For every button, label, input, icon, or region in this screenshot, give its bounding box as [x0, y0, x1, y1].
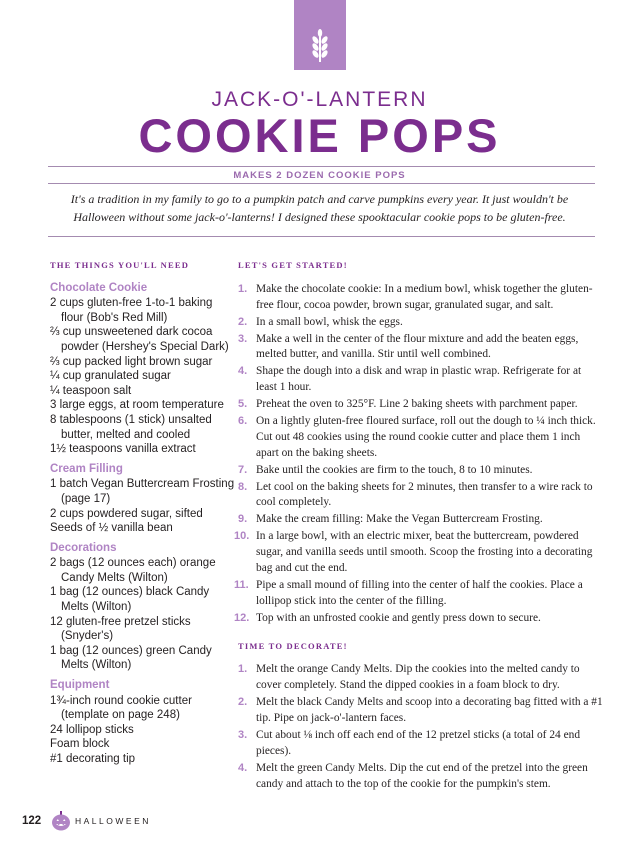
step-text: Cut about ⅛ inch off each end of the 12 pretzel sticks (a total of 24 end pieces). — [256, 728, 581, 757]
ingredient-item: 2 bags (12 ounces each) orange Candy Melts (Wilton) — [50, 557, 216, 584]
decorate-list — [238, 662, 603, 792]
step-item — [238, 480, 603, 512]
recipe-yield: MAKES 2 DOZEN COOKIE POPS — [233, 170, 406, 181]
step-number: 5. — [238, 398, 248, 411]
step-item — [234, 578, 603, 610]
ingredient-item: ⅔ cup unsweetened dark cocoa powder (Hershey's Special Dark) — [50, 326, 229, 353]
step-item — [234, 529, 603, 576]
step-text: Let cool on the baking sheets for 2 minutes, then transfer to a wire rack to cool completely. — [256, 480, 593, 509]
step-number: 12. — [234, 611, 250, 624]
step-text: Preheat the oven to 325°F. Line 2 baking sheets with parchment paper. — [256, 398, 578, 411]
ingredient-group-title: Decorations — [50, 541, 117, 554]
decorate-heading: TIME TO DECORATE! — [238, 640, 348, 651]
step-number: 4. — [238, 761, 248, 774]
step-text: Pipe a small mound of filling into the center of half the cookies. Place a lollipop stick into the center of the filling. — [256, 579, 583, 607]
step-number: 4. — [238, 365, 248, 378]
ingredient-item: 1 batch Vegan Buttercream Frosting (page 17) — [50, 478, 235, 505]
step-number: 6. — [238, 415, 248, 428]
step-number: 11. — [234, 579, 249, 592]
wheat-icon — [307, 28, 333, 64]
divider-yield — [48, 183, 595, 184]
ingredient-item: 24 lollipop sticks — [50, 723, 134, 736]
ingredient-group-title: Equipment — [50, 679, 110, 692]
ingredient-item: Foam block — [50, 738, 110, 751]
step-number: 2. — [238, 696, 248, 709]
decorate-step-item — [238, 728, 603, 760]
step-number: 9. — [238, 513, 248, 526]
step-number: 2. — [238, 315, 248, 328]
ingredient-item: 12 gluten-free pretzel sticks (Snyder's) — [50, 615, 191, 643]
step-text: In a large bowl, with an electric mixer, beat the buttercream, powdered sugar, and vanilla seeds until smooth. Scoop the frosting into a decorating bag and cut the end. — [256, 530, 593, 575]
step-number: 1. — [238, 663, 248, 676]
step-number: 3. — [238, 728, 248, 741]
ingredient-groups — [50, 281, 235, 767]
step-text: Top with an unfrosted cookie and gently press down to secure. — [256, 611, 541, 624]
ingredient-item: ¼ cup granulated sugar — [50, 370, 171, 383]
step-item — [238, 282, 603, 314]
divider-top — [48, 166, 595, 167]
step-text: In a small bowl, whisk the eggs. — [256, 315, 403, 328]
ingredient-item: Seeds of ½ vanilla bean — [50, 522, 173, 535]
recipe-supertitle: JACK-O'-LANTERN — [211, 88, 428, 111]
step-text: Melt the green Candy Melts. Dip the cut end of the pretzel into the green candy and attach to the top of the cookie for the pumpkin's stem. — [256, 761, 588, 790]
divider-intro — [48, 236, 595, 237]
step-text: Make the cream filling: Make the Vegan Buttercream Frosting. — [256, 513, 543, 526]
ingredients-column — [50, 258, 235, 767]
ingredient-item: 2 cups gluten-free 1-to-1 baking flour (Bob's Red Mill) — [50, 297, 213, 324]
ingredient-item: 1 bag (12 ounces) black Candy Melts (Wilton) — [50, 586, 210, 614]
step-text: Shape the dough into a disk and wrap in plastic wrap. Refrigerate for at least 1 hour. — [256, 365, 582, 394]
step-item — [238, 397, 603, 413]
step-item — [238, 414, 603, 461]
step-item — [238, 512, 603, 528]
ingredient-item: 1¾-inch round cookie cutter (template on page 248) — [50, 694, 192, 722]
recipe-title: COOKIE POPS — [138, 109, 501, 162]
ingredient-item: 1 bag (12 ounces) green Candy Melts (Wilton) — [50, 644, 212, 672]
steps-list — [234, 282, 603, 627]
step-number: 1. — [238, 282, 248, 295]
steps-column — [234, 258, 603, 794]
step-item — [238, 463, 603, 479]
ingredient-item: 3 large eggs, at room temperature — [50, 399, 224, 412]
step-number: 10. — [234, 530, 250, 543]
ingredient-item: ¼ teaspoon salt — [50, 384, 132, 397]
step-text: Make the chocolate cookie: In a medium bowl, whisk together the gluten-free flour, cocoa powder, brown sugar, granulated sugar, and salt. — [256, 282, 593, 311]
step-item — [238, 332, 603, 364]
step-text: On a lightly gluten-free floured surface, roll out the dough to ¼ inch thick. Cut out 48 cookies using the round cookie cutter and place them 1 inch apart on the baking sheets. — [256, 415, 596, 459]
recipe-intro: It's a tradition in my family to go to a pumpkin patch and carve pumpkins every year. It just wouldn't be Halloween without some jack-o'-lanterns! I designed these spooktacular cookie pops to be gluten-free. — [70, 192, 569, 224]
step-number: 8. — [238, 480, 248, 493]
header-tab — [294, 0, 346, 70]
ingredient-item: #1 decorating tip — [50, 753, 136, 765]
decorate-step-item — [238, 662, 603, 694]
ingredient-item: ⅔ cup packed light brown sugar — [50, 355, 213, 368]
step-text: Melt the orange Candy Melts. Dip the cookies into the melted candy to cover completely. Stand the dipped cookies in a foam block to dry. — [256, 663, 580, 692]
step-item — [238, 364, 603, 396]
steps-heading: LET'S GET STARTED! — [238, 260, 348, 270]
step-item — [234, 611, 603, 627]
step-text: Make a well in the center of the flour mixture and add the beaten eggs, melted butter, and vanilla. Stir until well combined. — [256, 332, 579, 361]
ingredient-item: 8 tablespoons (1 stick) unsalted butter, melted and cooled — [50, 413, 212, 441]
ingredient-item: 2 cups powdered sugar, sifted — [50, 507, 203, 520]
pumpkin-icon — [51, 811, 71, 831]
chapter-name: HALLOWEEN — [75, 816, 151, 826]
step-text: Bake until the cookies are firm to the touch, 8 to 10 minutes. — [256, 463, 533, 476]
step-number: 3. — [238, 332, 248, 345]
step-number: 7. — [238, 463, 248, 476]
ingredient-item: 1½ teaspoons vanilla extract — [50, 443, 196, 456]
ingredients-heading: THE THINGS YOU'LL NEED — [50, 260, 190, 270]
decorate-step-item — [238, 761, 603, 793]
step-item — [238, 315, 603, 331]
step-text: Melt the black Candy Melts and scoop into a decorating bag fitted with a #1 tip. Pipe on jack-o'-lantern faces. — [256, 696, 603, 724]
ingredient-group-title: Chocolate Cookie — [50, 281, 148, 294]
ingredient-group-title: Cream Filling — [50, 462, 123, 475]
page-number: 122 — [22, 815, 42, 827]
decorate-step-item — [238, 695, 603, 727]
